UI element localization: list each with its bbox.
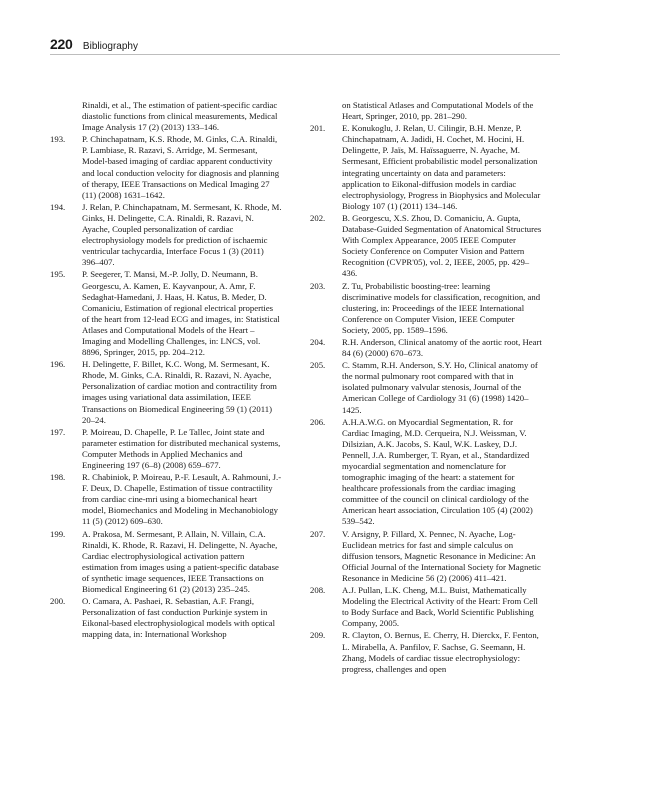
right-column (310, 100, 542, 676)
reference-entry (310, 529, 542, 584)
reference-number: 201. (310, 123, 326, 134)
reference-entry (310, 123, 542, 212)
reference-entry (310, 281, 542, 336)
reference-entry (310, 630, 542, 674)
reference-text: Z. Tu, Probabilistic boosting-tree: learning discriminative models for classification, recognition, and clustering, in: Proceedings of the IEEE International Conference on Computer Vision, IEEE Computer Society, 2005, pp. 1589–1596. (342, 280, 541, 335)
reference-text: C. Stamm, R.H. Anderson, S.Y. Ho, Clinical anatomy of the normal pulmonary root compared with that in isolated pulmonary valvular stenosis, Journal of the American College of Cardiology 31 (6) (1998) 1420–1425. (342, 360, 538, 415)
reference-entry (50, 359, 282, 426)
left-column (50, 100, 282, 642)
reference-entry (310, 213, 542, 280)
reference-number: 195. (50, 269, 66, 280)
reference-text: P. Moireau, D. Chapelle, P. Le Tallec, Joint state and parameter estimation for distributed mechanical systems, Computer Methods in Applied Mechanics and Engineering 197 (6–8) (2008) 659–677. (82, 426, 281, 470)
reference-number: 197. (50, 426, 66, 437)
reference-number: 205. (310, 360, 326, 371)
reference-entry (50, 596, 282, 640)
reference-entry (310, 337, 542, 359)
reference-entry (310, 417, 542, 528)
reference-text: R. Chabiniok, P. Moireau, P.-F. Lesault, A. Rahmouni, J.-F. Deux, D. Chapelle, Estimation of tissue contractility from cardiac cine-mri using a biomechanical heart model, Biomechanics and Modeling in Mechanobiology 11 (5) (2012) 609–630. (82, 472, 282, 527)
reference-entry (50, 472, 282, 527)
reference-text: Rinaldi, et al., The estimation of patient-specific cardiac diastolic functions from clinical measurements, Medical Image Analysis 17 (2) (2013) 133–146. (82, 100, 278, 133)
reference-number: 194. (50, 201, 66, 212)
reference-entry (50, 134, 282, 201)
reference-text: O. Camara, A. Pashaei, R. Sebastian, A.F. Frangi, Personalization of fast conduction Purkinje system in Eikonal-based electrophysiological models with optical mapping data, in: International Workshop (82, 596, 276, 640)
reference-number: 193. (50, 134, 66, 145)
reference-number: 202. (310, 212, 326, 223)
reference-entry (50, 100, 282, 133)
reference-number: 209. (310, 630, 326, 641)
reference-text: J. Relan, P. Chinchapatnam, M. Sermesant, K. Rhode, M. Ginks, H. Delingette, C.A. Rinaldi, R. Razavi, N. Ayache, Coupled personalization of cardiac electrophysiology models for prediction of ischaemic ventricular tachycardia, Interface Focus 1 (3) (2011) 396–407. (82, 201, 282, 268)
reference-number: 196. (50, 359, 66, 370)
reference-text: A.H.A.W.G. on Myocardial Segmentation, R. for Cardiac Imaging, M.D. Cerqueira, N.J. Weissman, V. Dilsizian, A.K. Jacobs, S. Kaul, W.K. Laskey, D.J. Pennell, J.A. Rumberger, T. Ryan, et al., Standardized myocardial segmentation and nomenclature for tomographic imaging of the heart: a statement for healthcare professionals from the cardiac imaging committee of the council on clinical cardiology of the American heart association, Circulation 105 (4) (2002) 539–542. (342, 416, 533, 527)
page-number: 220 (50, 36, 73, 52)
reference-number: 198. (50, 472, 66, 483)
reference-entry (310, 360, 542, 415)
reference-number: 203. (310, 280, 326, 291)
reference-number: 207. (310, 528, 326, 539)
reference-text: H. Delingette, F. Billet, K.C. Wong, M. Sermesant, K. Rhode, M. Ginks, C.A. Rinaldi, R. Razavi, N. Ayache, Personalization of cardiac motion and contractility from images using variational data assimilation, IEEE Transactions on Biomedical Engineering 59 (1) (2011) 20–24. (82, 359, 277, 425)
reference-number (50, 100, 82, 133)
reference-entry (310, 100, 542, 122)
reference-entry (50, 529, 282, 596)
reference-text: E. Konukoglu, J. Relan, U. Cilingir, B.H. Menze, P. Chinchapatnam, A. Jadidi, H. Cochet, M. Hocini, H. Delingette, P. Jaïs, M. Haïssaguerre, N. Ayache, M. Sermesant, Efficient probabilistic model personalization integrating uncertainty on data and parameters: application to Eikonal-diffusion models in cardiac electrophysiology, Progress in Biophysics and Molecular Biology 107 (1) (2011) 134–146. (342, 123, 541, 211)
reference-text: A. Prakosa, M. Sermesant, P. Allain, N. Villain, C.A. Rinaldi, K. Rhode, R. Razavi, H. Delingette, N. Ayache, Cardiac electrophysiological activation pattern estimation from images using a patient-specific database of synthetic image sequences, IEEE Transactions on Biomedical Engineering 61 (2) (2013) 235–245. (82, 528, 279, 595)
reference-number: 204. (310, 336, 326, 347)
reference-text: R. Clayton, O. Bernus, E. Cherry, H. Dierckx, F. Fenton, L. Mirabella, A. Panfilov, F. Sachse, G. Seemann, H. Zhang, Models of cardiac tissue electrophysiology: progress, challenges and open (342, 630, 539, 674)
reference-entry (50, 202, 282, 269)
reference-text: P. Seegerer, T. Mansi, M.-P. Jolly, D. Neumann, B. Georgescu, A. Kamen, E. Kayvanpour, A. Amr, F. Sedaghat-Hamedani, J. Haas, H. Katus, B. Meder, D. Comaniciu, Estimation of regional electrical properties of the heart from 12-lead ECG and images, in: Statistical Atlases and Computational Models of the Heart – Imaging and Modelling Challenges, in: LNCS, vol. 8896, Springer, 2015, pp. 204–212. (82, 269, 280, 358)
running-title: Bibliography (82, 41, 138, 52)
reference-entry (50, 269, 282, 358)
page-header (50, 36, 560, 55)
reference-entry (310, 585, 542, 629)
reference-text: P. Chinchapatnam, K.S. Rhode, M. Ginks, C.A. Rinaldi, P. Lambiase, R. Razavi, S. Arridge, M. Sermesant, Model-based imaging of cardiac apparent conductivity and local conduction velocity for diagnosis and planning of therapy, IEEE Transactions on Medical Imaging 27 (11) (2008) 1631–1642. (82, 134, 280, 200)
reference-text: on Statistical Atlases and Computational Models of the Heart, Springer, 2010, pp. 281–290. (342, 100, 534, 122)
reference-number (310, 100, 342, 122)
reference-number: 199. (50, 528, 66, 539)
reference-number: 200. (50, 596, 66, 607)
reference-text: V. Arsigny, P. Fillard, X. Pennec, N. Ayache, Log-Euclidean metrics for fast and simple calculus on diffusion tensors, Magnetic Resonance in Medicine: An Official Journal of the International Society for Magnetic Resonance in Medicine 56 (2) (2006) 411–421. (342, 528, 541, 583)
reference-text: A.J. Pullan, L.K. Cheng, M.L. Buist, Mathematically Modeling the Electrical Activity of the Heart: From Cell to Body Surface and Back, World Scientific Publishing Company, 2005. (342, 585, 538, 629)
reference-number: 206. (310, 416, 326, 427)
reference-text: B. Georgescu, X.S. Zhou, D. Comaniciu, A. Gupta, Database-Guided Segmentation of Anatomical Structures With Complex Appearance, 2005 IEEE Computer Society Conference on Computer Vision and Pattern Recognition (CVPR'05), vol. 2, IEEE, 2005, pp. 429–436. (342, 212, 542, 279)
reference-entry (50, 427, 282, 471)
reference-number: 208. (310, 585, 326, 596)
reference-text: R.H. Anderson, Clinical anatomy of the aortic root, Heart 84 (6) (2000) 670–673. (342, 336, 542, 359)
